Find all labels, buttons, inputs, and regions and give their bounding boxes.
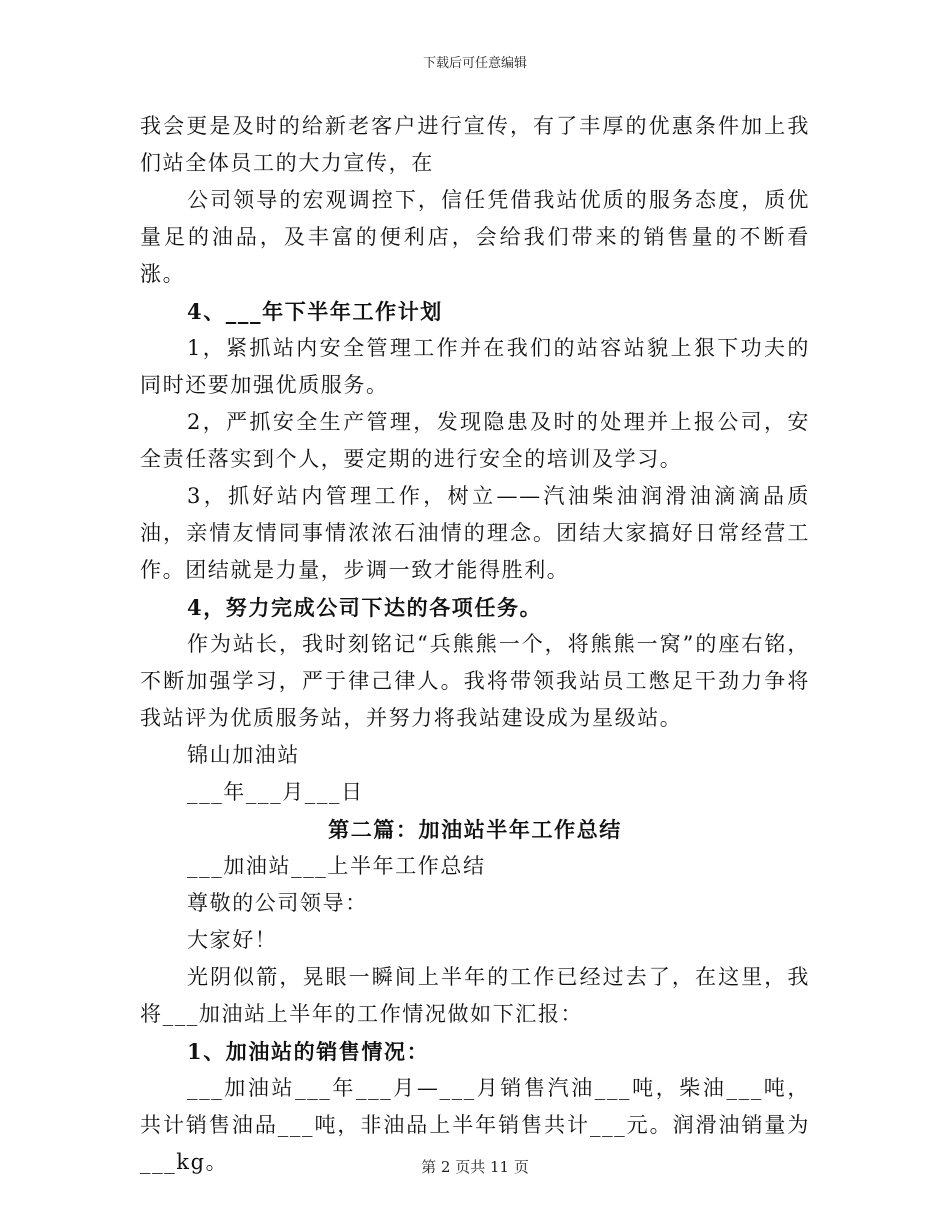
article-subtitle: ___加油站___上半年工作总结 bbox=[187, 854, 486, 878]
plan-item-1: 1，紧抓站内安全管理工作并在我们的站容站貌上狠下功夫的同时还要加强优质服务。 bbox=[140, 336, 810, 397]
section-heading-sales: 1、加油站的销售情况： bbox=[187, 1039, 430, 1064]
section-heading-plan: 4、___年下半年工作计划 bbox=[187, 299, 443, 324]
page-footer: 第 2 页共 11 页 bbox=[421, 1158, 529, 1176]
signature-station: 锦山加油站 bbox=[187, 743, 300, 767]
salutation: 尊敬的公司领导： bbox=[187, 891, 368, 915]
article-title: 第二篇：加油站半年工作总结 bbox=[328, 817, 622, 842]
page-header: 下载后可任意编辑 bbox=[422, 56, 527, 71]
greeting: 大家好！ bbox=[187, 928, 278, 952]
paragraph-1: 我会更是及时的给新老客户进行宣传，有了丰厚的优惠条件加上我们站全体员工的大力宣传，在 bbox=[140, 114, 810, 175]
plan-item-4: 4，努力完成公司下达的各项任务。 bbox=[187, 595, 543, 620]
plan-item-2: 2，严抓安全生产管理，发现隐患及时的处理并上报公司，安全责任落实到个人，要定期的进行安全的培训及学习。 bbox=[140, 410, 810, 471]
intro-paragraph: 光阴似箭，晃眼一瞬间上半年的工作已经过去了，在这里，我将___加油站上半年的工作情况做如下汇报： bbox=[140, 965, 810, 1026]
paragraph-2: 公司领导的宏观调控下，信任凭借我站优质的服务态度，质优量足的油品，及丰富的便利店，会给我们带来的销售量的不断看涨。 bbox=[140, 188, 810, 286]
document-body bbox=[140, 108, 810, 1181]
plan-item-3: 3，抓好站内管理工作，树立——汽油柴油润滑油滴滴品质油，亲情友情同事情浓浓石油情的理念。团结大家搞好日常经营工作。团结就是力量，步调一致才能得胜利。 bbox=[140, 484, 810, 582]
closing-paragraph: 作为站长，我时刻铭记“兵熊熊一个，将熊熊一窝”的座右铭，不断加强学习，严于律己律人。我将带领我站员工憋足干劲力争将我站评为优质服务站，并努力将我站建设成为星级站。 bbox=[140, 632, 810, 730]
signature-date: ___年___月___日 bbox=[187, 780, 364, 804]
sales-paragraph: ___加油站___年___月—___月销售汽油___吨，柴油___吨，共计销售油品___吨，非油品上半年销售共计___元。润滑油销量为___kg。 bbox=[140, 1076, 810, 1174]
